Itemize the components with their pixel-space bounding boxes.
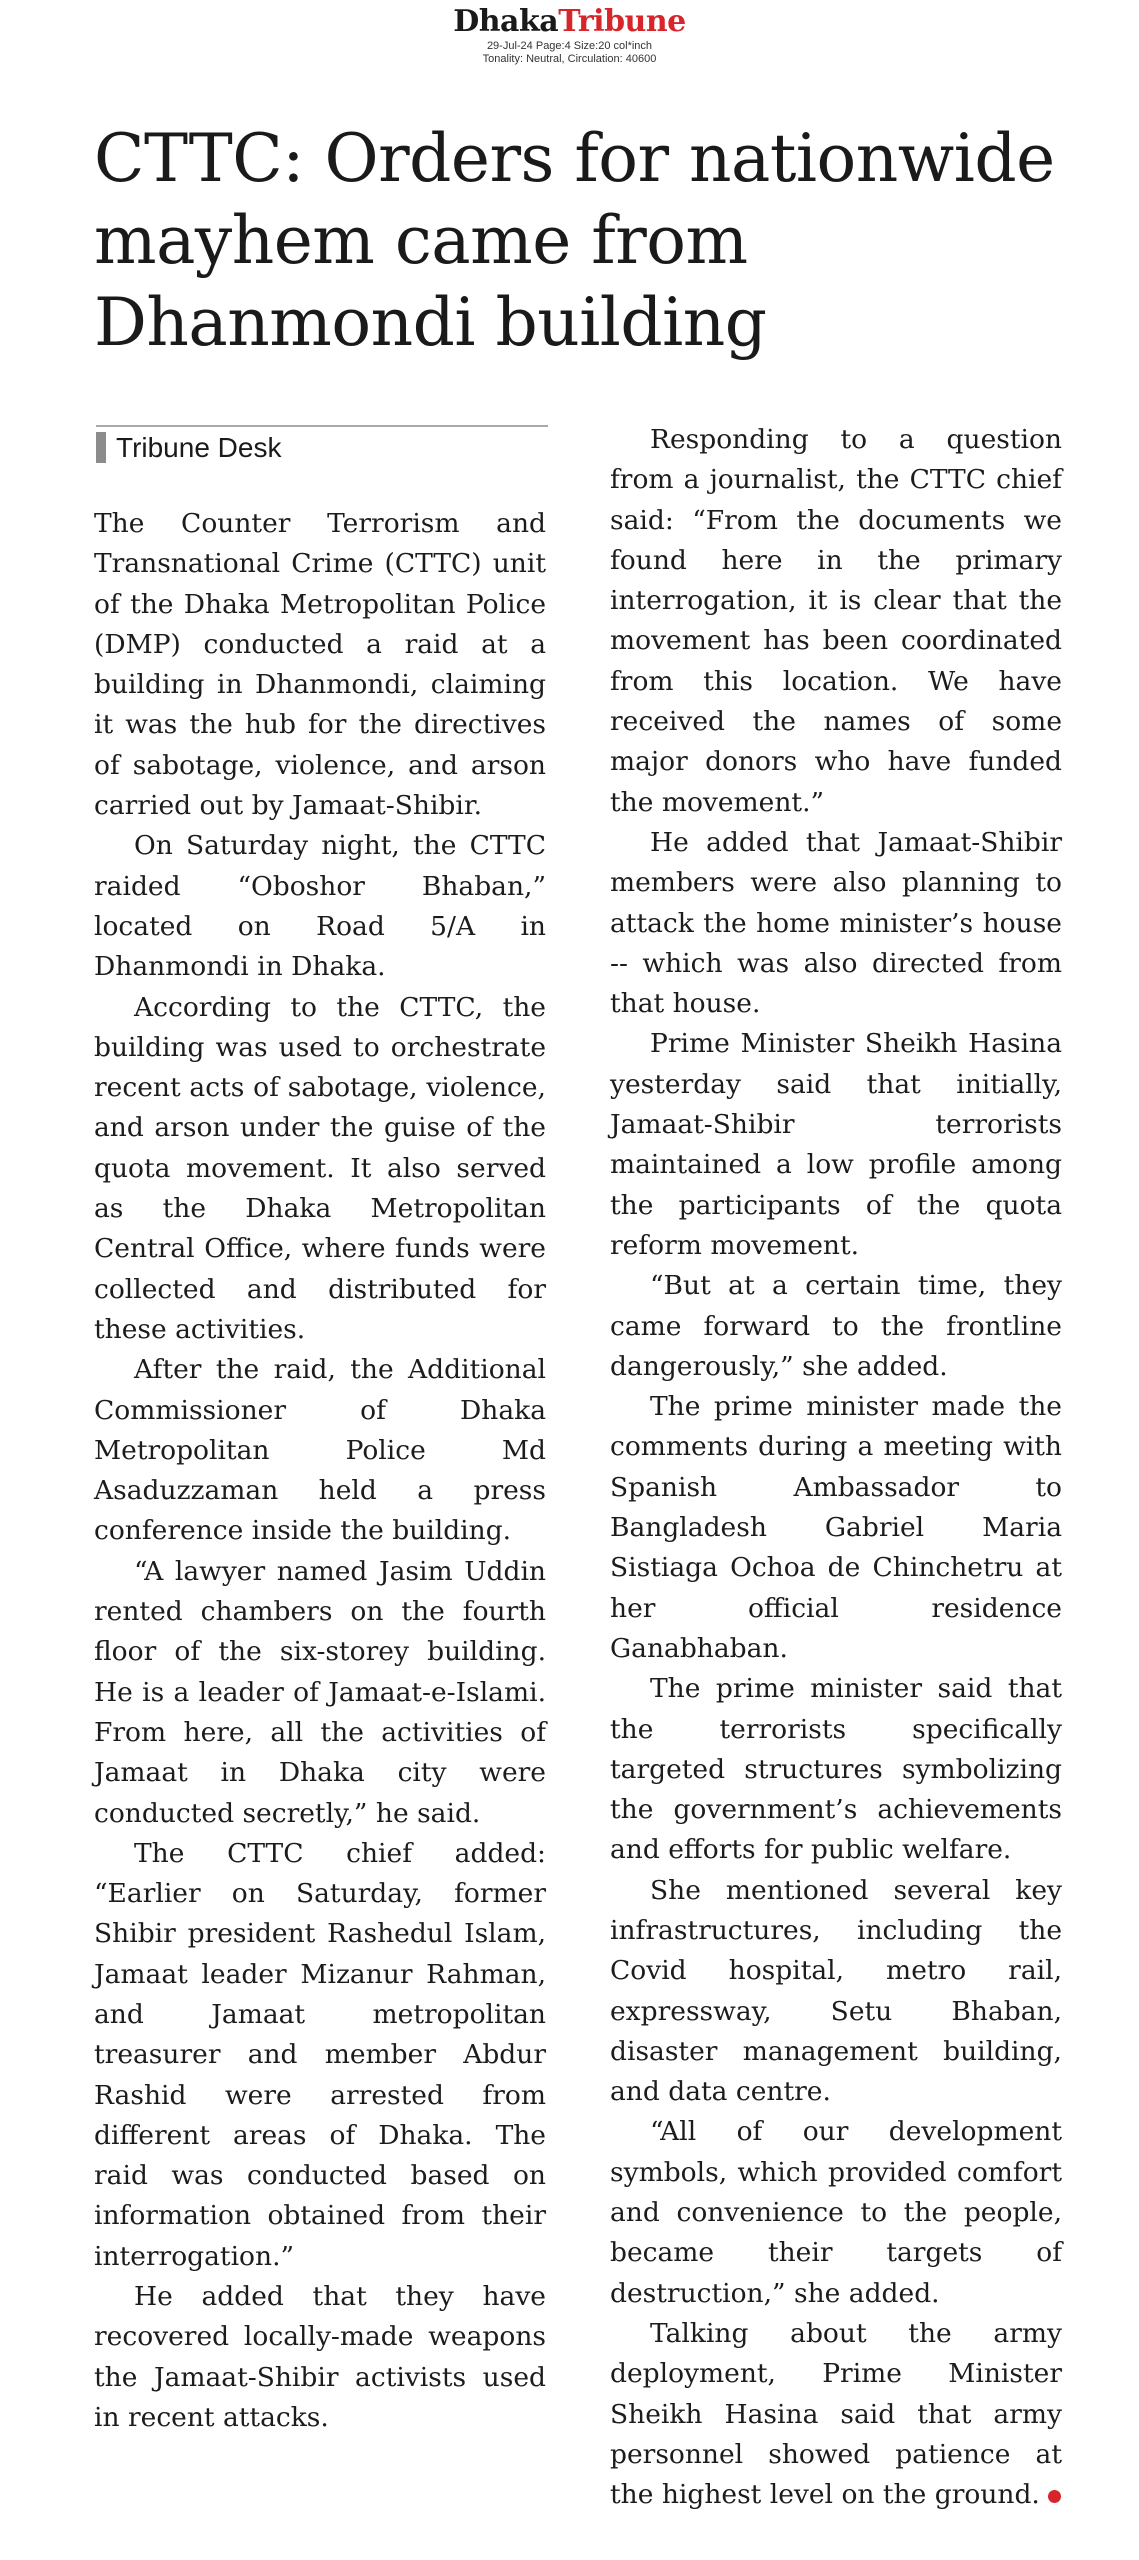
article-paragraph: Prime Minister Sheikh Hasina yesterday said that initially, Jamaat-Shibir terrorists maintained a low profile among the participants of the quota reform movement. [610, 1028, 1062, 1261]
clipping-meta [0, 40, 1139, 66]
clipping-meta-line-1: 29-Jul-24 Page:4 Size:20 col*inch [486, 40, 653, 52]
byline: Tribune Desk [116, 432, 282, 463]
article-paragraph: The prime minister said that the terrorists specifically targeted structures symbolizing the government’s achievements and efforts for public welfare. [610, 1673, 1062, 1866]
article-paragraph: Responding to a question from a journalist, the CTTC chief said: “From the documents we found here in the primary interrogation, it is clear that the movement has been coordinated from this location. We have received the names of some major donors who have funded the movement.” [610, 424, 1062, 818]
headline: CTTC: Orders for nationwide mayhem came from Dhanmondi building [94, 120, 1055, 361]
article-paragraph: The prime minister made the comments during a meeting with Spanish Ambassador to Bangladesh Gabriel Maria Sistiaga Ochoa de Chinchetru at her official residence Ganabhaban. [610, 1391, 1062, 1664]
article-paragraph: “But at a certain time, they came forward to the frontline dangerously,” she added. [610, 1270, 1062, 1382]
article-column-left [94, 504, 546, 2438]
article-paragraph: He added that Jamaat-Shibir members were also planning to attack the home minister’s house -- which was also directed from that house. [610, 826, 1062, 1020]
article-column-right [610, 420, 1062, 2515]
article-paragraph: On Saturday night, the CTTC raided “Oboshor Bhaban,” located on Road 5/A in Dhanmondi in Dhaka. [94, 830, 546, 983]
article-paragraph: According to the CTTC, the building was used to orchestrate recent acts of sabotage, violence, and arson under the guise of the quota movement. It also served as the Dhaka Metropolitan Central Office, where funds were collected and distributed for these activities. [94, 991, 546, 1345]
byline-marker [96, 432, 106, 463]
article-paragraph: The CTTC chief added: “Earlier on Saturday, former Shibir president Rashedul Islam, Jamaat leader Mizanur Rahman, and Jamaat metropolitan treasurer and member Abdur Rashid were arrested from different areas of Dhaka. The raid was conducted based on information obtained from their interrogation.” [94, 1837, 546, 2272]
article-paragraph: “All of our development symbols, which provided comfort and convenience to the people, became their targets of destruction,” she added. [610, 2116, 1062, 2309]
logo-part-tribune: Tribune [558, 4, 686, 39]
article-paragraph: The Counter Terrorism and Transnational Crime (CTTC) unit of the Dhaka Metropolitan Police (DMP) conducted a raid at a building in Dhanmondi, claiming it was the hub for the directives of sabotage, violence, and arson carried out by Jamaat-Shibir. [94, 508, 546, 822]
article-paragraph: He added that they have recovered locally-made weapons the Jamaat-Shibir activists used in recent attacks. [94, 2281, 546, 2433]
clipping-meta-line-2: Tonality: Neutral, Circulation: 40600 [482, 53, 657, 65]
article-paragraph: After the raid, the Additional Commissioner of Dhaka Metropolitan Police Md Asaduzzaman held a press conference inside the building. [94, 1354, 546, 1547]
publication-logo [0, 4, 1139, 40]
article-paragraph-final-text: Talking about the army deployment, Prime Minister Sheikh Hasina said that army personnel showed patience at the highest level on the ground. [610, 2317, 1062, 2511]
article-paragraph: “A lawyer named Jasim Uddin rented chambers on the fourth floor of the six-storey building. He is a leader of Jamaat-e-Islami. From here, all the activities of Jamaat in Dhaka city were conducted secretly,” he said. [94, 1555, 546, 1829]
logo-part-dhaka: Dhaka [453, 4, 559, 39]
article-paragraph: She mentioned several key infrastructures, including the Covid hospital, metro rail, expressway, Setu Bhaban, disaster management building, and data centre. [610, 1874, 1062, 2108]
end-of-story-dot-icon [1048, 2490, 1061, 2503]
article-paragraph-final [610, 2314, 1062, 2515]
masthead [0, 4, 1139, 66]
byline-divider [96, 425, 548, 427]
